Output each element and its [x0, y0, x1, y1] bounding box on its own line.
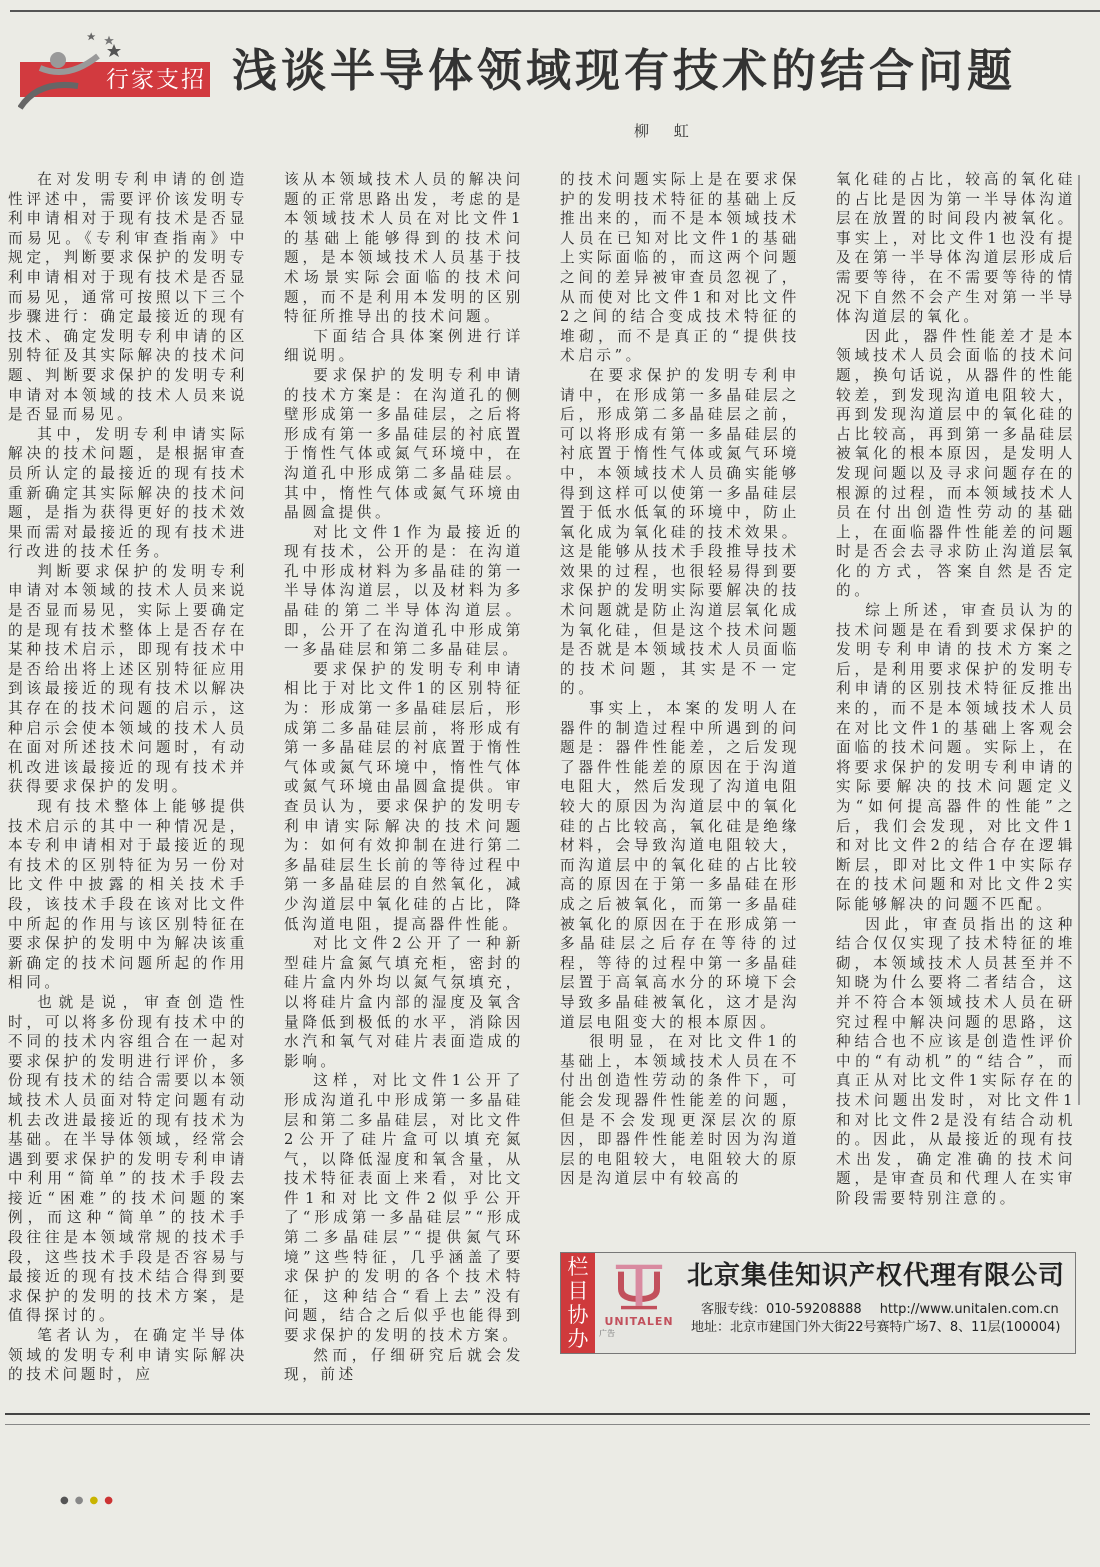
bottom-rule [5, 1413, 1090, 1415]
column-logo-text: 行家支招 [106, 67, 206, 93]
article-paragraph: 综上所述，审查员认为的技术问题是在看到要求保护的发明专利申请的技术方案之后，是利用要求保护的发明专利申请的区别技术特征反推出来的，而不是本领域技术人员在对比文件1的基础上客观会面临的技术问题。实际上，在将要求保护的发明专利申请的实际要解决的技术问题定义为“如何提高器件的性能”之后，我们会发现，对比文件1和对比文件2的结合存在逻辑断层，即对比文件1中实际存在的技术问题和对比文件2实际能够解决的问题不匹配。 [836, 602, 1076, 913]
ad-logo-block [595, 1253, 683, 1353]
article-paragraph: 因此，审查员指出的这种结合仅仅实现了技术特征的堆砌，本领域技术人员甚至并不知晓为什么要将二者结合，这并不符合本领域技术人员在研究过程中解决问题的思路，这种结合也不应该是创造性评价中的“有动机”的“结合”，而真正从对比文件1实际存在的技术问题出发时，对比文件1和对比文件2是没有结合动机的。因此，从最接近的现有技术出发，确定准确的技术问题，是审查员和代理人在实审阶段需要特别注意的。 [836, 915, 1076, 1207]
article-column-4 [836, 170, 1076, 1208]
article-paragraph: 笔者认为，在确定半导体领域的发明专利申请实际解决的技术问题时，应 [8, 1327, 248, 1384]
article-paragraph: 下面结合具体案例进行详细说明。 [284, 327, 524, 365]
article-paragraph: 也就是说，审查创造性时，可以将多份现有技术中的不同的技术内容组合在一起对要求保护的发明进行评价，多份现有技术的结合需要以本领域技术人员面对特定问题有动机去改进最接近的现有技术为基础。在半导体领域，经常会遇到要求保护的发明专利申请中利用“简单”的技术手段去接近“困难”的技术问题的案例，而这种“简单”的技术手段往往是本领域常规的技术手段，这些技术手段是否容易与最接近的现有技术结合得到要求保护的发明的技术方案，是值得探讨的。 [8, 993, 248, 1325]
registration-marks: ●●●● [60, 1494, 119, 1506]
article-paragraph: 氧化硅的占比，较高的氧化硅的占比是因为第一半导体沟道层在放置的时间段内被氧化。事实上，对比文件1也没有提及在第一半导体沟道层形成后需要等待，在不需要等待的情况下自然不会产生对第一半导体沟道层的氧化。 [836, 171, 1076, 326]
article-author: 柳 虹 [634, 122, 699, 140]
article-paragraph: 该从本领域技术人员的解决问题的正常思路出发，考虑的是本领域技术人员在对比文件1的基础上能够得到的技术问题，是本领域技术人员基于技术场景实际会面临的技术问题，而不是利用本发明的区别特征所推导出的技术问题。 [284, 171, 524, 326]
ad-side-label: 栏目协办 [561, 1253, 595, 1353]
article-paragraph: 其中，发明专利申请实际解决的技术问题，是根据审查员所认定的最接近的现有技术重新确定其实际解决的技术问题，是指为获得更好的技术效果而需对最接近的现有技术进行改进的技术任务。 [8, 425, 248, 561]
ad-url[interactable]: http://www.unitalen.com.cn [879, 1301, 1059, 1317]
ad-brand: UNITALEN [604, 1314, 674, 1328]
article-paragraph: 这样，对比文件1公开了形成沟道孔中形成第一多晶硅层和第二多晶硅层，对比文件2公开了硅片盒可以填充氮气，以降低湿度和氧含量，从技术特征表面上来看，对比文件1和对比文件2似乎公开了“形成第一多晶硅层”“形成第二多晶硅层”“提供氮气环境”这些特征，几乎涵盖了要求保护的发明的各个技术特征，这种结合“看上去”没有问题，结合之后似乎也能得到要求保护的发明的技术方案。 [284, 1072, 524, 1345]
ad-phone: 客服专线：010-59208888 [701, 1301, 862, 1317]
article-paragraph: 然而，仔细研究后就会发现，前述 [284, 1346, 524, 1384]
article-paragraph: 在要求保护的发明专利申请中，在形成第一多晶硅层之后，形成第二多晶硅层之前，可以将形成有第一多晶硅层的衬底置于惰性气体或氮气环境中，本领域技术人员确实能够得到这样可以使第一多晶硅层置于低水低氧的环境中，防止氧化成为氧化硅的技术效果。这是能够从技术手段推导技术效果的过程，也很轻易得到要求保护的发明实际要解决的技术问题就是防止沟道层氧化成为氧化硅，但是这个技术问题是否就是本领域技术人员面临的技术问题，其实是不一定的。 [560, 366, 800, 698]
article-column-2 [284, 170, 524, 1385]
article-paragraph: 很明显，在对比文件1的基础上，本领域技术人员在不付出创造性劳动的条件下，可能会发现器件性能差的问题，但是不会发现更深层次的原因，即器件性能差时因为沟道层的电阻较大，电阻较大的原因是沟道层中有较高的 [560, 1033, 800, 1188]
article-paragraph: 判断要求保护的发明专利申请对本领域的技术人员来说是否显而易见，实际上要确定的是现有技术整体上是否存在某种技术启示，即现有技术中是否给出将上述区别特征应用到该最接近的现有技术以解决其存在的技术问题的启示，这种启示会使本领域的技术人员在面对所述技术问题时，有动机改进该最接近的现有技术并获得要求保护的发明。 [8, 562, 248, 796]
article-paragraph: 现有技术整体上能够提供技术启示的其中一种情况是，本专利申请相对于最接近的现有技术的区别特征为另一份对比文件中披露的相关技术手段，该技术手段在该对比文件中所起的作用与该区别特征在要求保护的发明中为解决该重新确定的技术问题所起的作用相同。 [8, 798, 248, 992]
article-paragraph: 对比文件1作为最接近的现有技术，公开的是：在沟道孔中形成材料为多晶硅的第一半导体沟道层，以及材料为多晶硅的第二半导体沟道层。即，公开了在沟道孔中形成第一多晶硅层和第二多晶硅层。 [284, 523, 524, 659]
article-column-1 [8, 170, 248, 1385]
article-paragraph: 因此，器件性能差才是本领域技术人员会面临的技术问题，换句话说，从器件的性能较差，到发现沟道电阻较大，再到发现沟道层中的氧化硅的占比较高，再到第一多晶硅层被氧化的根本原因，是发明人发现问题以及寻求问题存在的根源的过程，而本领域技术人员在付出创造性劳动的基础上，在面临器件性能差的问题时是否会去寻求防止沟道层氧化的方式，答案自然是否定的。 [836, 327, 1076, 600]
ad-contact-row [687, 1301, 1069, 1319]
sponsor-ad [560, 1252, 1076, 1354]
article-title: 浅谈半导体领域现有技术的结合问题 [232, 44, 1017, 97]
ad-label: 广告 [599, 1328, 615, 1338]
article-paragraph: 的技术问题实际上是在要求保护的发明技术特征的基础上反推出来的，而不是本领域技术人员在已知对比文件1的基础上实际面临的，而这两个问题之间的差异被审查员忽视了，从而使对比文件1和对比文件2之间的结合变成技术特征的堆砌，而不是真正的“提供技术启示”。 [560, 171, 800, 365]
article-body [8, 0, 1076, 1385]
article-paragraph: 要求保护的发明专利申请相比于对比文件1的区别特征为：形成第一多晶硅层后，形成第二多晶硅层前，将形成有第一多晶硅层的衬底置于惰性气体或氮气环境中，惰性气体或氮气环境由晶圆盒提供。审查员认为，要求保护的发明专利申请实际解决的技术问题为：如何有效抑制在进行第二多晶硅层生长前的等待过程中第一多晶硅层的自然氧化，减少沟道层中氧化硅的占比，降低沟道电阻，提高器件性能。 [284, 660, 524, 933]
article-paragraph: 对比文件2公开了一种新型硅片盒氮气填充柜，密封的硅片盒内外均以氮气氛填充，以将硅片盒内部的湿度及氧含量降低到极低的水平，消除因水汽和氧气对硅片表面造成的影响。 [284, 935, 524, 1070]
ad-company-name: 北京集佳知识产权代理有限公司 [687, 1260, 1066, 1291]
page-edge-rule [1078, 175, 1080, 1105]
page-footer [5, 1413, 1090, 1567]
ad-info [683, 1253, 1075, 1353]
article-column-3 [560, 170, 800, 1189]
bottom-rule-thin [5, 1424, 1090, 1425]
article-paragraph: 在对发明专利申请的创造性评述中，需要评价该发明专利申请相对于现有技术是否显而易见。《专利审查指南》中规定，判断要求保护的发明专利申请相对于现有技术是否显而易见，通常可按照以下三个步骤进行：确定最接近的现有技术、确定发明专利申请的区别特征及其实际解决的技术问题、判断要求保护的发明专利申请对本领域的技术人员来说是否显而易见。 [8, 171, 248, 424]
ad-address: 地址：北京市建国门外大街22号赛特广场7、8、11层(100004) [691, 1319, 1061, 1335]
article-paragraph: 事实上，本案的发明人在器件的制造过程中所遇到的问题是：器件性能差，之后发现了器件性能差的原因在于沟道电阻大，然后发现了沟道电阻较大的原因为沟道层中的氧化硅的占比较高，氧化硅是绝缘材料，会导致沟道电阻较大，而沟道层中的氧化硅的占比较高的原因在于第一多晶硅在形成之后被氧化，而第一多晶硅被氧化的原因在于在形成第一多晶硅层之后存在等待的过程，等待的过程中第一多晶硅层置于高氧高水分的环境下会导致多晶硅被氧化，这才是沟道层电阻变大的根本原因。 [560, 700, 800, 1031]
unitalen-logo-icon [609, 1261, 669, 1313]
article-paragraph: 要求保护的发明专利申请的技术方案是：在沟道孔的侧壁形成第一多晶硅层，之后将形成有第一多晶硅层的衬底置于惰性气体或氮气环境中，在沟道孔中形成第二多晶硅层。其中，惰性气体或氮气环境由晶圆盒提供。 [284, 366, 524, 522]
